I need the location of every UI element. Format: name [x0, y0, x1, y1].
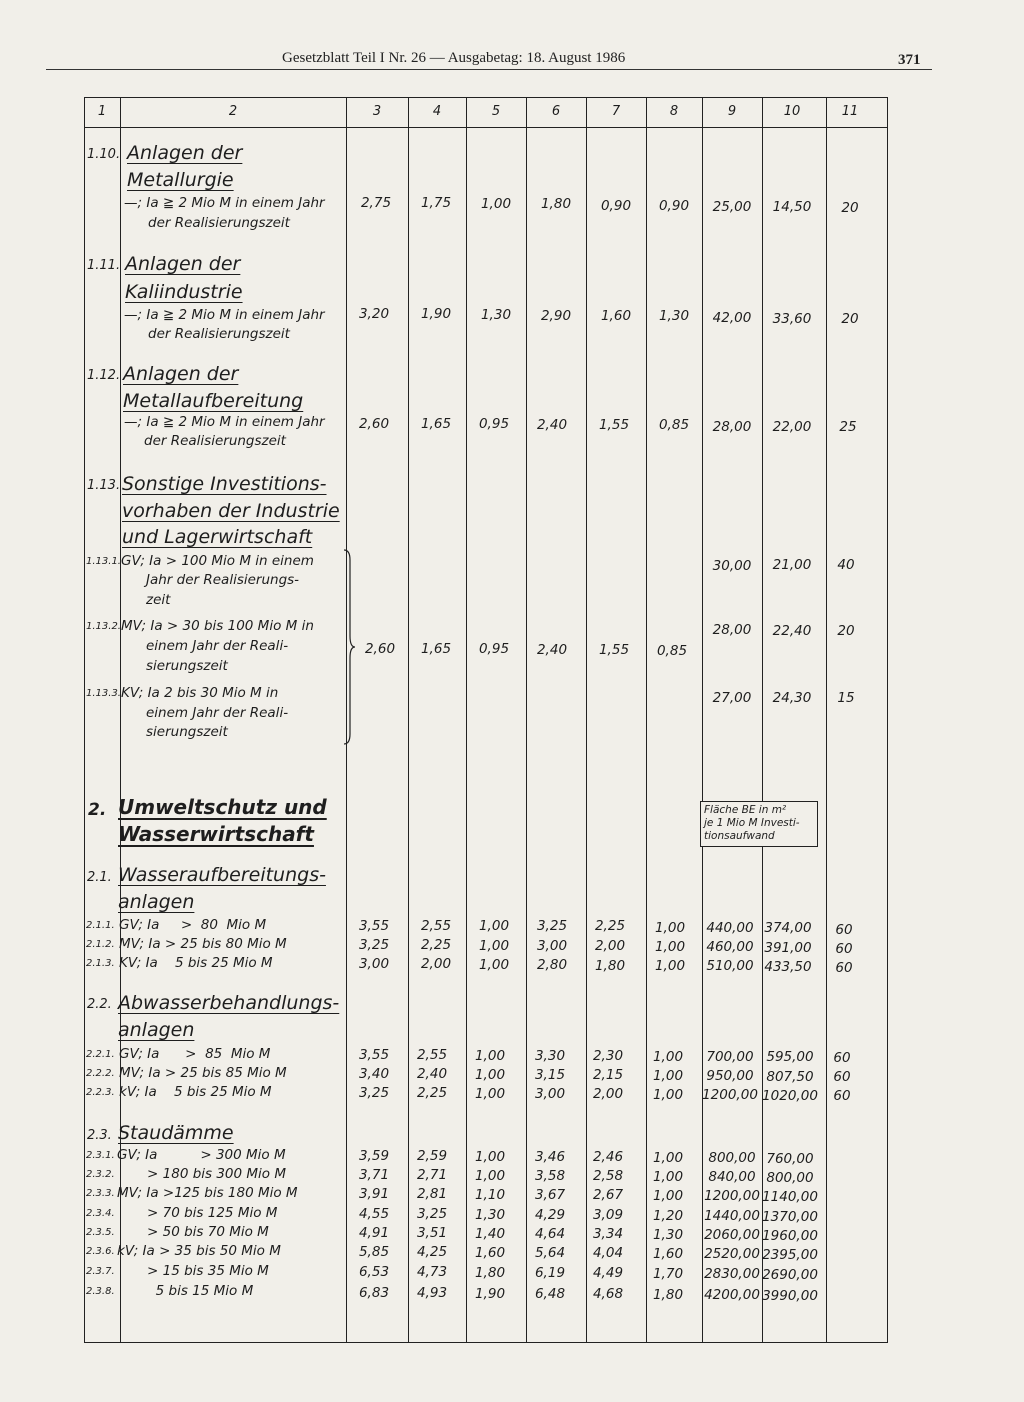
- value-cell: 3990,00: [762, 1288, 818, 1304]
- unit-note-line: je 1 Mio M Investi-: [704, 817, 800, 830]
- value-cell: 2060,00: [704, 1227, 760, 1243]
- value-cell: 1,00: [474, 1086, 506, 1102]
- section-title: anlagen: [118, 891, 195, 913]
- value-cell: 391,00: [764, 940, 812, 956]
- value-cell: 1,65: [420, 416, 452, 432]
- item-number: 2.1.1.: [86, 920, 115, 931]
- row-description: der Realisierungszeit: [144, 433, 286, 449]
- value-cell: 3,91: [358, 1186, 390, 1202]
- col-header: 3: [372, 104, 382, 119]
- page-number: 371: [898, 52, 921, 68]
- value-cell: 1,00: [652, 1049, 684, 1065]
- value-cell: 1,30: [480, 307, 512, 323]
- value-cell: 3,00: [358, 956, 390, 972]
- value-cell: 40: [837, 557, 855, 573]
- value-cell: 6,53: [358, 1264, 390, 1280]
- row-description: —; Ia ≧ 2 Mio M in einem Jahr: [124, 307, 325, 323]
- value-cell: 3,00: [534, 1086, 566, 1102]
- value-cell: 4,55: [358, 1206, 390, 1222]
- value-cell: 510,00: [706, 958, 754, 974]
- header-rule: [46, 69, 932, 70]
- row-description: der Realisierungszeit: [148, 215, 290, 231]
- section-number: 1.10.: [87, 147, 121, 162]
- item-number: 2.3.7.: [86, 1266, 115, 1277]
- value-cell: 2,75: [360, 195, 392, 211]
- value-cell: 2,81: [416, 1186, 448, 1202]
- value-cell: 1,40: [474, 1226, 506, 1242]
- row-description: zeit: [146, 592, 171, 608]
- row-description: sierungszeit: [146, 724, 228, 740]
- value-cell: 3,09: [592, 1207, 624, 1223]
- row-description: > 50 bis 70 Mio M: [117, 1224, 269, 1240]
- value-cell: 2,58: [592, 1168, 624, 1184]
- value-cell: 807,50: [766, 1069, 814, 1085]
- value-cell: 460,00: [706, 939, 754, 955]
- value-cell: 2,15: [592, 1067, 624, 1083]
- value-cell: 60: [833, 1050, 851, 1066]
- value-cell: 1,00: [478, 957, 510, 973]
- value-cell: 1,10: [474, 1187, 506, 1203]
- row-description: > 15 bis 35 Mio M: [117, 1263, 269, 1279]
- row-description: KV; Ia 2 bis 30 Mio M in: [121, 685, 279, 701]
- value-cell: 1,00: [478, 918, 510, 934]
- value-cell: 1,00: [474, 1149, 506, 1165]
- value-cell: 1200,00: [704, 1188, 760, 1204]
- item-number: 2.3.1.: [86, 1150, 115, 1161]
- value-cell: 1,00: [654, 920, 686, 936]
- value-cell: 1,30: [658, 308, 690, 324]
- col-header: 4: [432, 104, 442, 119]
- section-title: Umweltschutz und: [118, 795, 327, 819]
- row-description: kV; Ia 5 bis 25 Mio M: [119, 1084, 272, 1100]
- value-cell: 800,00: [766, 1170, 814, 1186]
- value-cell: 22,00: [772, 419, 812, 435]
- value-cell: 1,70: [652, 1266, 684, 1282]
- row-description: > 180 bis 300 Mio M: [117, 1166, 287, 1182]
- value-cell: 2,40: [536, 417, 568, 433]
- value-cell: 1,00: [654, 958, 686, 974]
- item-number: 2.3.3.: [86, 1188, 115, 1199]
- row-description: GV; Ia > 80 Mio M: [119, 917, 267, 933]
- row-description: MV; Ia > 30 bis 100 Mio M in: [121, 618, 314, 634]
- value-cell: 4,25: [416, 1244, 448, 1260]
- row-description: der Realisierungszeit: [148, 326, 290, 342]
- row-description: —; Ia ≧ 2 Mio M in einem Jahr: [124, 195, 325, 211]
- value-cell: 3,25: [416, 1206, 448, 1222]
- value-cell: 2,67: [592, 1187, 624, 1203]
- value-cell: 1,60: [474, 1245, 506, 1261]
- unit-note-line: Fläche BE in m²: [704, 804, 787, 816]
- col-header: 6: [551, 104, 561, 119]
- row-description: KV; Ia 5 bis 25 Mio M: [119, 955, 273, 971]
- value-cell: 2,25: [420, 937, 452, 953]
- value-cell: 2,00: [592, 1086, 624, 1102]
- value-cell: 950,00: [706, 1068, 754, 1084]
- value-cell: 4200,00: [704, 1287, 760, 1303]
- value-cell: 3,55: [358, 918, 390, 934]
- item-number: 1.13.1.: [86, 556, 121, 567]
- value-cell: 21,00: [772, 557, 812, 573]
- value-cell: 3,25: [358, 1085, 390, 1101]
- section-title: Anlagen der: [127, 142, 243, 164]
- value-cell: 2,90: [540, 308, 572, 324]
- value-cell: 1,90: [420, 306, 452, 322]
- value-cell: 5,64: [534, 1245, 566, 1261]
- value-cell: 0,90: [658, 198, 690, 214]
- value-cell: 0,95: [478, 641, 510, 657]
- value-cell: 2830,00: [704, 1266, 760, 1282]
- value-cell: 3,40: [358, 1066, 390, 1082]
- value-cell: 3,30: [534, 1048, 566, 1064]
- value-cell: 2,40: [536, 642, 568, 658]
- value-cell: 1,00: [480, 196, 512, 212]
- value-cell: 28,00: [712, 419, 752, 435]
- value-cell: 1,00: [474, 1048, 506, 1064]
- value-cell: 433,50: [764, 959, 812, 975]
- value-cell: 1,00: [652, 1068, 684, 1084]
- value-cell: 60: [833, 1088, 851, 1104]
- value-cell: 2,55: [416, 1047, 448, 1063]
- section-title: Metallaufbereitung: [123, 390, 304, 412]
- value-cell: 4,93: [416, 1285, 448, 1301]
- col-divider: [826, 97, 827, 1343]
- section-number: 1.12.: [87, 368, 121, 383]
- value-cell: 60: [835, 941, 853, 957]
- value-cell: 1,00: [652, 1087, 684, 1103]
- row-description: einem Jahr der Reali-: [146, 705, 289, 721]
- section-title: Metallurgie: [127, 169, 234, 191]
- value-cell: 28,00: [712, 622, 752, 638]
- value-cell: 3,51: [416, 1225, 448, 1241]
- col-header: 11: [841, 104, 859, 119]
- value-cell: 24,30: [772, 690, 812, 706]
- row-description: sierungszeit: [146, 658, 228, 674]
- value-cell: 0,85: [658, 417, 690, 433]
- item-number: 1.13.2.: [86, 621, 121, 632]
- value-cell: 3,67: [534, 1187, 566, 1203]
- value-cell: 30,00: [712, 558, 752, 574]
- item-number: 2.1.2.: [86, 939, 115, 950]
- unit-note-line: tionsaufwand: [704, 830, 775, 843]
- value-cell: 700,00: [706, 1049, 754, 1065]
- value-cell: 3,59: [358, 1148, 390, 1164]
- value-cell: 4,73: [416, 1264, 448, 1280]
- value-cell: 1,30: [474, 1207, 506, 1223]
- row-description: MV; Ia > 25 bis 85 Mio M: [119, 1065, 287, 1081]
- section-number: 2.: [88, 800, 107, 820]
- row-description: Jahr der Realisierungs-: [146, 572, 300, 588]
- value-cell: 2,60: [364, 641, 396, 657]
- value-cell: 2,59: [416, 1148, 448, 1164]
- value-cell: 4,29: [534, 1207, 566, 1223]
- row-description: GV; Ia > 85 Mio M: [119, 1046, 271, 1062]
- value-cell: 2,46: [592, 1149, 624, 1165]
- value-cell: 5,85: [358, 1244, 390, 1260]
- row-description: kV; Ia > 35 bis 50 Mio M: [117, 1243, 281, 1259]
- page-header: Gesetzblatt Teil I Nr. 26 — Ausgabetag: 18. August 1986: [282, 50, 626, 66]
- section-title: Wasseraufbereitungs-: [118, 864, 326, 886]
- value-cell: 1,30: [652, 1227, 684, 1243]
- value-cell: 3,25: [358, 937, 390, 953]
- row-description: —; Ia ≧ 2 Mio M in einem Jahr: [124, 414, 325, 430]
- item-number: 2.3.5.: [86, 1227, 115, 1238]
- value-cell: 2,55: [420, 918, 452, 934]
- section-title: Kaliindustrie: [125, 281, 243, 303]
- value-cell: 20: [841, 311, 859, 327]
- value-cell: 840,00: [708, 1169, 756, 1185]
- value-cell: 440,00: [706, 920, 754, 936]
- value-cell: 1,65: [420, 641, 452, 657]
- value-cell: 1,00: [478, 938, 510, 954]
- value-cell: 1440,00: [704, 1208, 760, 1224]
- value-cell: 4,49: [592, 1265, 624, 1281]
- value-cell: 3,34: [592, 1226, 624, 1242]
- value-cell: 3,00: [536, 938, 568, 954]
- value-cell: 6,83: [358, 1285, 390, 1301]
- col-header: 8: [669, 104, 679, 119]
- value-cell: 25,00: [712, 199, 752, 215]
- value-cell: 60: [835, 922, 853, 938]
- value-cell: 3,71: [358, 1167, 390, 1183]
- value-cell: 1,00: [652, 1150, 684, 1166]
- value-cell: 2690,00: [762, 1267, 818, 1283]
- value-cell: 2,25: [416, 1085, 448, 1101]
- item-number: 2.2.1.: [86, 1049, 115, 1060]
- section-title: Wasserwirtschaft: [118, 822, 314, 846]
- value-cell: 33,60: [772, 311, 812, 327]
- section-number: 1.13.: [87, 478, 121, 493]
- value-cell: 3,55: [358, 1047, 390, 1063]
- value-cell: 2,00: [594, 938, 626, 954]
- value-cell: 1,90: [474, 1286, 506, 1302]
- item-number: 2.1.3.: [86, 958, 115, 969]
- section-number: 2.2.: [87, 997, 112, 1012]
- section-number: 2.1.: [87, 870, 112, 885]
- value-cell: 1960,00: [762, 1228, 818, 1244]
- value-cell: 3,25: [536, 918, 568, 934]
- row-description: GV; Ia > 300 Mio M: [117, 1147, 286, 1163]
- value-cell: 4,04: [592, 1245, 624, 1261]
- value-cell: 42,00: [712, 310, 752, 326]
- value-cell: 1140,00: [762, 1189, 818, 1205]
- value-cell: 1,80: [594, 958, 626, 974]
- value-cell: 60: [835, 960, 853, 976]
- value-cell: 1,00: [652, 1188, 684, 1204]
- value-cell: 2395,00: [762, 1247, 818, 1263]
- value-cell: 2,71: [416, 1167, 448, 1183]
- value-cell: 1,00: [474, 1067, 506, 1083]
- section-title: Anlagen der: [125, 253, 241, 275]
- value-cell: 2520,00: [704, 1246, 760, 1262]
- value-cell: 2,30: [592, 1048, 624, 1064]
- value-cell: 1020,00: [762, 1088, 818, 1104]
- value-cell: 1,75: [420, 195, 452, 211]
- row-description: MV; Ia >125 bis 180 Mio M: [117, 1185, 298, 1201]
- header-row-rule: [84, 127, 888, 128]
- value-cell: 1,55: [598, 642, 630, 658]
- value-cell: 1,00: [654, 939, 686, 955]
- value-cell: 0,90: [600, 198, 632, 214]
- col-header: 10: [783, 104, 801, 119]
- row-description: > 70 bis 125 Mio M: [117, 1205, 278, 1221]
- value-cell: 20: [837, 623, 855, 639]
- value-cell: 1,00: [474, 1168, 506, 1184]
- section-title: Anlagen der: [123, 363, 239, 385]
- value-cell: 3,20: [358, 306, 390, 322]
- value-cell: 20: [841, 200, 859, 216]
- section-title: vorhaben der Industrie: [122, 500, 340, 522]
- value-cell: 3,15: [534, 1067, 566, 1083]
- row-description: MV; Ia > 25 bis 80 Mio M: [119, 936, 287, 952]
- value-cell: 3,58: [534, 1168, 566, 1184]
- item-number: 2.3.4.: [86, 1208, 115, 1219]
- section-title: Sonstige Investitions-: [122, 473, 327, 495]
- value-cell: 595,00: [766, 1049, 814, 1065]
- value-cell: 6,48: [534, 1286, 566, 1302]
- section-title: anlagen: [118, 1019, 195, 1041]
- item-number: 2.2.3.: [86, 1087, 115, 1098]
- unit-note: [700, 801, 818, 847]
- col-header: 1: [97, 104, 107, 119]
- value-cell: 4,64: [534, 1226, 566, 1242]
- value-cell: 22,40: [772, 623, 812, 639]
- row-description: 5 bis 15 Mio M: [117, 1283, 254, 1299]
- value-cell: 760,00: [766, 1151, 814, 1167]
- value-cell: 2,25: [594, 918, 626, 934]
- value-cell: 3,46: [534, 1149, 566, 1165]
- value-cell: 25: [839, 419, 857, 435]
- value-cell: 15: [837, 690, 855, 706]
- value-cell: 1,80: [474, 1265, 506, 1281]
- value-cell: 1,20: [652, 1208, 684, 1224]
- value-cell: 2,40: [416, 1066, 448, 1082]
- item-number: 2.3.2.: [86, 1169, 115, 1180]
- row-description: GV; Ia > 100 Mio M in einem: [121, 553, 314, 569]
- value-cell: 374,00: [764, 920, 812, 936]
- value-cell: 1,55: [598, 417, 630, 433]
- value-cell: 4,91: [358, 1225, 390, 1241]
- value-cell: 0,85: [656, 643, 688, 659]
- col-header: 5: [491, 104, 501, 119]
- value-cell: 4,68: [592, 1286, 624, 1302]
- value-cell: 1,80: [540, 196, 572, 212]
- item-number: 2.3.8.: [86, 1286, 115, 1297]
- col-header: 9: [727, 104, 737, 119]
- value-cell: 2,60: [358, 416, 390, 432]
- value-cell: 6,19: [534, 1265, 566, 1281]
- section-number: 2.3.: [87, 1128, 112, 1143]
- section-title: Staudämme: [118, 1122, 234, 1144]
- row-description: einem Jahr der Reali-: [146, 638, 289, 654]
- value-cell: 1,80: [652, 1287, 684, 1303]
- col-header: 7: [611, 104, 621, 119]
- value-cell: 800,00: [708, 1150, 756, 1166]
- value-cell: 1370,00: [762, 1209, 818, 1225]
- value-cell: 27,00: [712, 690, 752, 706]
- value-cell: 1,00: [652, 1169, 684, 1185]
- value-cell: 1200,00: [702, 1087, 758, 1103]
- value-cell: 2,80: [536, 957, 568, 973]
- value-cell: 0,95: [478, 416, 510, 432]
- section-title: Abwasserbehandlungs-: [118, 992, 340, 1014]
- value-cell: 1,60: [600, 308, 632, 324]
- item-number: 1.13.3.: [86, 688, 121, 699]
- value-cell: 2,00: [420, 956, 452, 972]
- section-title: und Lagerwirtschaft: [122, 526, 313, 548]
- value-cell: 1,60: [652, 1246, 684, 1262]
- value-cell: 14,50: [772, 199, 812, 215]
- item-number: 2.2.2.: [86, 1068, 115, 1079]
- item-number: 2.3.6.: [86, 1246, 115, 1257]
- value-cell: 60: [833, 1069, 851, 1085]
- col-header: 2: [228, 104, 238, 119]
- section-number: 1.11.: [87, 258, 121, 273]
